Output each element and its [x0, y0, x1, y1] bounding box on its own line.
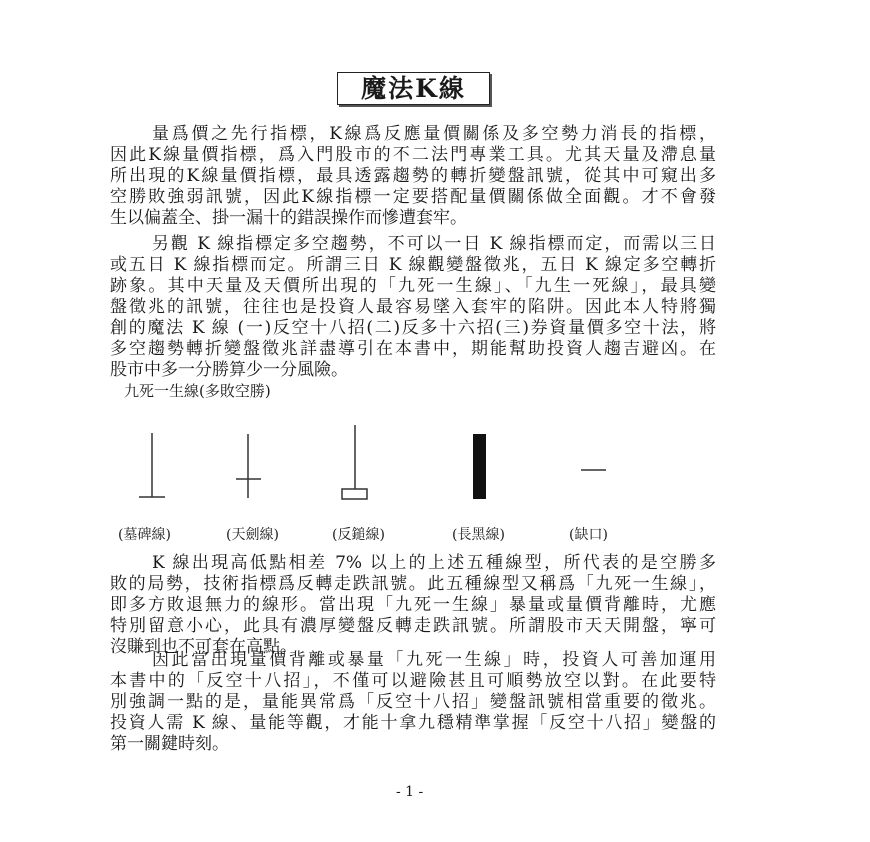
text-line: 即多方敗退無力的線形。當出現「九死一生線」暴量或量價背離時，尤應: [110, 595, 716, 615]
figure-label: (缺口): [569, 527, 608, 543]
figure-label: (長黑線): [452, 527, 505, 543]
figure-subtitle: 九死一生線(多敗空勝): [124, 382, 271, 400]
text-line: 或五日 K 線指標而定。所謂三日 K 線觀變盤徵兆，五日 K 線定多空轉折: [110, 255, 716, 275]
paragraph-4: [110, 650, 716, 755]
figure-label: (墓碑線): [118, 527, 171, 543]
text-line: 創的魔法 K 線 (一)反空十八招(二)反多十六招(三)券資量價多空十法，將: [110, 318, 716, 338]
text-line: 第一關鍵時刻。: [110, 734, 229, 754]
long-black-candle-icon: [473, 434, 486, 499]
page-title: 魔法K線: [337, 72, 490, 105]
text-line: 別強調一點的是，量能異常爲「反空十八招」變盤訊號相當重要的徵兆。: [110, 692, 716, 712]
text-line: 生以偏蓋全、掛一漏十的錯誤操作而慘遭套牢。: [110, 208, 467, 228]
text-line: 因此當出現量價背離或暴量「九死一生線」時，投資人可善加運用: [152, 650, 716, 670]
text-line: 跡象。其中天量及天價所出現的「九死一生線」、「九生一死線」，最具變: [110, 276, 716, 296]
text-line: 另觀 K 線指標定多空趨勢，不可以一日 K 線指標而定，而需以三日: [152, 234, 716, 254]
text-line: 敗的局勢，技術指標爲反轉走跌訊號。此五種線型又稱爲「九死一生線」，: [110, 574, 716, 594]
text-line: 股市中多一分勝算少一分風險。: [110, 360, 348, 380]
text-line: 沒賺到也不可套在高點。: [110, 637, 297, 657]
text-line: 特別留意小心，此具有濃厚變盤反轉走跌訊號。所謂股市天天開盤，寧可: [110, 616, 716, 636]
tombstone-candle-icon: [139, 433, 165, 497]
text-line: 空勝敗強弱訊號，因此K線指標一定要搭配量價關係做全面觀。才不會發: [110, 187, 716, 207]
text-line: 因此K線量價指標，爲入門股市的不二法門專業工具。尤其天量及滯息量: [110, 145, 716, 165]
text-line: 多空趨勢轉折變盤徵兆詳盡導引在本書中，期能幫助投資人趨吉避凶。在: [110, 339, 716, 359]
text-line: 量爲價之先行指標，K線爲反應量價關係及多空勢力消長的指標，: [152, 124, 716, 144]
text-line: 本書中的「反空十八招」，不僅可以避險甚且可順勢放空以對。在此要特: [110, 671, 716, 691]
paragraph-3: [110, 553, 716, 658]
text-line: 盤徵兆的訊號，往往也是投資人最容易墜入套牢的陷阱。因此本人特將獨: [110, 297, 716, 317]
inverted-hammer-candle-icon: [342, 425, 367, 499]
figure-label: (天劍線): [226, 527, 279, 543]
text-line: K 線出現高低點相差 7% 以上的上述五種線型，所代表的是空勝多: [152, 553, 716, 573]
text-line: 所出現的K線量價指標，最具透露趨勢的轉折變盤訊號，從其中可窺出多: [110, 166, 716, 186]
figure-label: (反鎚線): [332, 527, 385, 543]
text-line: 投資人需 K 線、量能等觀，才能十拿九穩精準掌握「反空十八招」變盤的: [110, 713, 716, 733]
sword-candle-icon: [236, 434, 261, 498]
page-number: - 1 -: [396, 784, 424, 800]
